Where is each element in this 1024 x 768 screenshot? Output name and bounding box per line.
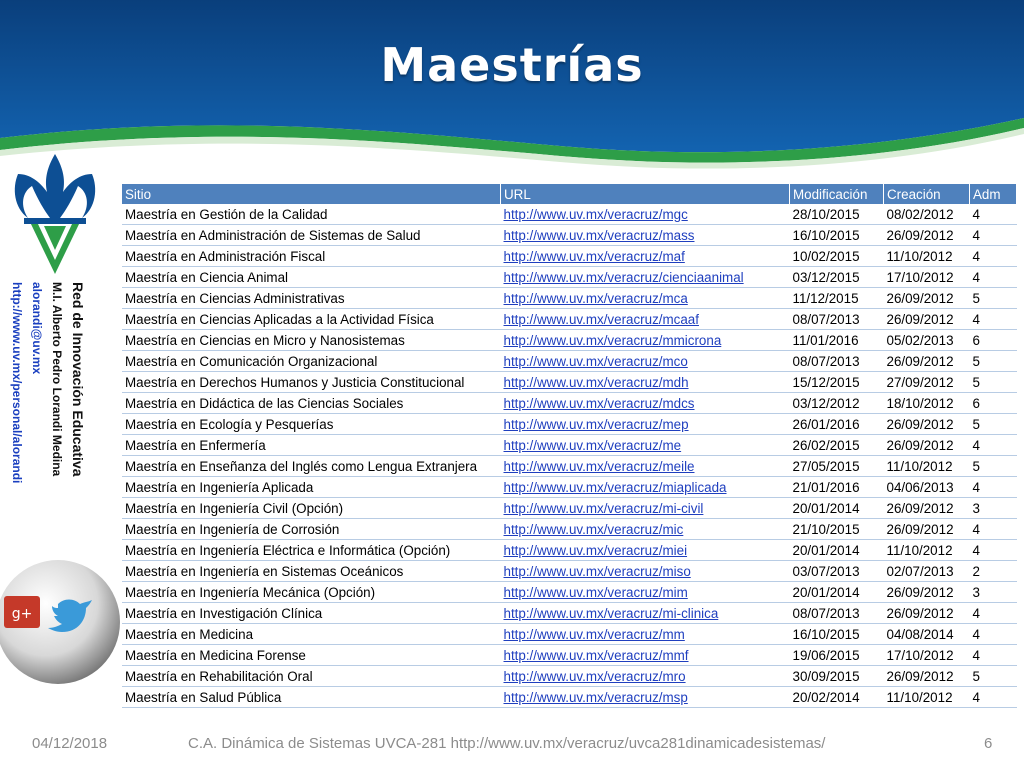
site-name: Maestría en Didáctica de las Ciencias Sociales [122,393,501,414]
table-row [122,603,1017,624]
slide-title: Maestrías [380,38,644,92]
footer-page-number: 6 [984,735,993,752]
header-adm: Adm [970,184,1017,204]
adm-count: 5 [970,414,1017,435]
table-row [122,561,1017,582]
site-url-link[interactable]: http://www.uv.mx/veracruz/meile [503,458,695,474]
modification-date: 16/10/2015 [790,624,884,645]
table-row [122,351,1017,372]
creation-date: 26/09/2012 [884,225,970,246]
adm-count: 4 [970,624,1017,645]
site-url-link[interactable]: http://www.uv.mx/veracruz/maf [503,248,685,264]
site-url-link[interactable]: http://www.uv.mx/veracruz/me [503,437,682,453]
slide-header [0,0,1024,175]
site-name: Maestría en Comunicación Organizacional [122,351,501,372]
site-name: Maestría en Salud Pública [122,687,501,708]
site-name: Maestría en Ingeniería de Corrosión [122,519,501,540]
site-name: Maestría en Ingeniería en Sistemas Oceánicos [122,561,501,582]
adm-count: 3 [970,498,1017,519]
modification-date: 03/12/2015 [790,267,884,288]
modification-date: 26/01/2016 [790,414,884,435]
creation-date: 26/09/2012 [884,582,970,603]
modification-date: 10/02/2015 [790,246,884,267]
table-row [122,267,1017,288]
svg-text:g+: g+ [11,606,33,622]
adm-count: 5 [970,666,1017,687]
creation-date: 26/09/2012 [884,309,970,330]
adm-count: 3 [970,582,1017,603]
site-name: Maestría en Ingeniería Mecánica (Opción) [122,582,501,603]
table-row [122,414,1017,435]
creation-date: 27/09/2012 [884,372,970,393]
site-name: Maestría en Medicina Forense [122,645,501,666]
site-url-link[interactable]: http://www.uv.mx/veracruz/mmf [503,647,689,663]
adm-count: 4 [970,519,1017,540]
modification-date: 15/12/2015 [790,372,884,393]
table-row [122,309,1017,330]
site-url-link[interactable]: http://www.uv.mx/veracruz/mic [503,521,684,537]
modification-date: 16/10/2015 [790,225,884,246]
modification-date: 28/10/2015 [790,204,884,225]
site-url-link[interactable]: http://www.uv.mx/veracruz/mro [503,668,686,684]
adm-count: 4 [970,687,1017,708]
site-url-link[interactable]: http://www.uv.mx/veracruz/mep [503,416,689,432]
site-url-link[interactable]: http://www.uv.mx/veracruz/mi-clinica [503,605,719,621]
site-name: Maestría en Ciencias Administrativas [122,288,501,309]
modification-date: 20/01/2014 [790,582,884,603]
modification-date: 21/01/2016 [790,477,884,498]
sidebar-credits [4,282,100,534]
table-row [122,372,1017,393]
creation-date: 26/09/2012 [884,351,970,372]
site-url-link[interactable]: http://www.uv.mx/veracruz/mi-civil [503,500,704,516]
university-logo [10,152,100,281]
modification-date: 20/01/2014 [790,498,884,519]
site-name: Maestría en Investigación Clínica [122,603,501,624]
site-name: Maestría en Enfermería [122,435,501,456]
table-row [122,330,1017,351]
table-row [122,477,1017,498]
site-url-link[interactable]: http://www.uv.mx/veracruz/miaplicada [503,479,727,495]
modification-date: 27/05/2015 [790,456,884,477]
site-name: Maestría en Administración de Sistemas de Salud [122,225,501,246]
modification-date: 26/02/2015 [790,435,884,456]
modification-date: 20/02/2014 [790,687,884,708]
header-creacion: Creación [884,184,970,204]
modification-date: 30/09/2015 [790,666,884,687]
site-name: Maestría en Derechos Humanos y Justicia Constitucional [122,372,501,393]
site-url-link[interactable]: http://www.uv.mx/veracruz/mca [503,290,688,306]
table-row [122,540,1017,561]
site-name: Maestría en Ciencias en Micro y Nanosistemas [122,330,501,351]
site-name: Maestría en Ingeniería Civil (Opción) [122,498,501,519]
creation-date: 04/06/2013 [884,477,970,498]
footer-date: 04/12/2018 [32,735,108,752]
table-row [122,456,1017,477]
adm-count: 4 [970,477,1017,498]
modification-date: 19/06/2015 [790,645,884,666]
table-row [122,582,1017,603]
header-sitio: Sitio [122,184,501,204]
modification-date: 21/10/2015 [790,519,884,540]
creation-date: 26/09/2012 [884,666,970,687]
adm-count: 5 [970,351,1017,372]
site-url-link[interactable]: http://www.uv.mx/veracruz/mdcs [503,395,695,411]
adm-count: 4 [970,225,1017,246]
creation-date: 08/02/2012 [884,204,970,225]
creation-date: 11/10/2012 [884,540,970,561]
google-plus-icon[interactable] [4,596,40,628]
creation-date: 05/02/2013 [884,330,970,351]
table-row [122,393,1017,414]
site-url-link[interactable]: http://www.uv.mx/veracruz/mass [503,227,695,243]
adm-count: 4 [970,267,1017,288]
adm-count: 4 [970,246,1017,267]
creation-date: 26/09/2012 [884,603,970,624]
sidebar-email-link[interactable]: alorandi@uv.mx [30,282,44,375]
adm-count: 5 [970,456,1017,477]
sidebar-org: Red de Innovación Educativa [70,282,86,477]
modification-date: 11/12/2015 [790,288,884,309]
site-name: Maestría en Gestión de la Calidad [122,204,501,225]
adm-count: 4 [970,204,1017,225]
modification-date: 03/07/2013 [790,561,884,582]
adm-count: 2 [970,561,1017,582]
table-row [122,498,1017,519]
creation-date: 26/09/2012 [884,288,970,309]
adm-count: 4 [970,309,1017,330]
creation-date: 11/10/2012 [884,456,970,477]
sidebar-author: M.I. Alberto Pedro Lorandi Medina [50,282,64,477]
creation-date: 26/09/2012 [884,435,970,456]
site-url-link[interactable]: http://www.uv.mx/veracruz/mm [503,626,685,642]
adm-count: 4 [970,540,1017,561]
site-url-link[interactable]: http://www.uv.mx/veracruz/miei [503,542,688,558]
site-url-link[interactable]: http://www.uv.mx/veracruz/mco [503,353,688,369]
maestrias-table [122,184,1017,708]
site-url-link[interactable]: http://www.uv.mx/veracruz/mmicrona [503,332,722,348]
site-url-link[interactable]: http://www.uv.mx/veracruz/miso [503,563,691,579]
site-name: Maestría en Rehabilitación Oral [122,666,501,687]
site-name: Maestría en Ingeniería Eléctrica e Informática (Opción) [122,540,501,561]
site-url-link[interactable]: http://www.uv.mx/veracruz/mcaaf [503,311,699,327]
table-row [122,288,1017,309]
creation-date: 17/10/2012 [884,267,970,288]
table-row [122,666,1017,687]
sidebar-url-link[interactable]: http://www.uv.mx/personal/alorandi [10,282,24,484]
adm-count: 6 [970,393,1017,414]
modification-date: 08/07/2013 [790,351,884,372]
modification-date: 20/01/2014 [790,540,884,561]
adm-count: 6 [970,330,1017,351]
adm-count: 4 [970,435,1017,456]
table-row [122,687,1017,708]
table-row [122,645,1017,666]
header-modificacion: Modificación [790,184,884,204]
site-name: Maestría en Ecología y Pesquerías [122,414,501,435]
table-row [122,225,1017,246]
modification-date: 11/01/2016 [790,330,884,351]
creation-date: 17/10/2012 [884,645,970,666]
site-url-link[interactable]: http://www.uv.mx/veracruz/mdh [503,374,689,390]
creation-date: 04/08/2014 [884,624,970,645]
table-row [122,435,1017,456]
site-url-link[interactable]: http://www.uv.mx/veracruz/cienciaanimal [503,269,744,285]
site-url-link[interactable]: http://www.uv.mx/veracruz/mgc [503,206,688,222]
site-url-link[interactable]: http://www.uv.mx/veracruz/mim [503,584,688,600]
table-row [122,204,1017,225]
creation-date: 11/10/2012 [884,687,970,708]
site-name: Maestría en Ciencia Animal [122,267,501,288]
social-globe [0,552,122,706]
table-row [122,246,1017,267]
modification-date: 08/07/2013 [790,603,884,624]
adm-count: 4 [970,645,1017,666]
table-body [122,204,1017,708]
modification-date: 08/07/2013 [790,309,884,330]
site-name: Maestría en Administración Fiscal [122,246,501,267]
creation-date: 26/09/2012 [884,519,970,540]
adm-count: 5 [970,372,1017,393]
creation-date: 11/10/2012 [884,246,970,267]
footer-text: C.A. Dinámica de Sistemas UVCA-281 http://www.uv.mx/veracruz/uvca281dinamicadesistemas/ [188,735,826,752]
creation-date: 02/07/2013 [884,561,970,582]
creation-date: 26/09/2012 [884,414,970,435]
site-name: Maestría en Enseñanza del Inglés como Lengua Extranjera [122,456,501,477]
creation-date: 26/09/2012 [884,498,970,519]
adm-count: 5 [970,288,1017,309]
table-row [122,519,1017,540]
table-row [122,624,1017,645]
adm-count: 4 [970,603,1017,624]
table-header-row [122,184,1017,204]
creation-date: 18/10/2012 [884,393,970,414]
site-name: Maestría en Ciencias Aplicadas a la Actividad Física [122,309,501,330]
site-name: Maestría en Medicina [122,624,501,645]
site-name: Maestría en Ingeniería Aplicada [122,477,501,498]
header-url: URL [501,184,790,204]
site-url-link[interactable]: http://www.uv.mx/veracruz/msp [503,689,688,705]
modification-date: 03/12/2012 [790,393,884,414]
